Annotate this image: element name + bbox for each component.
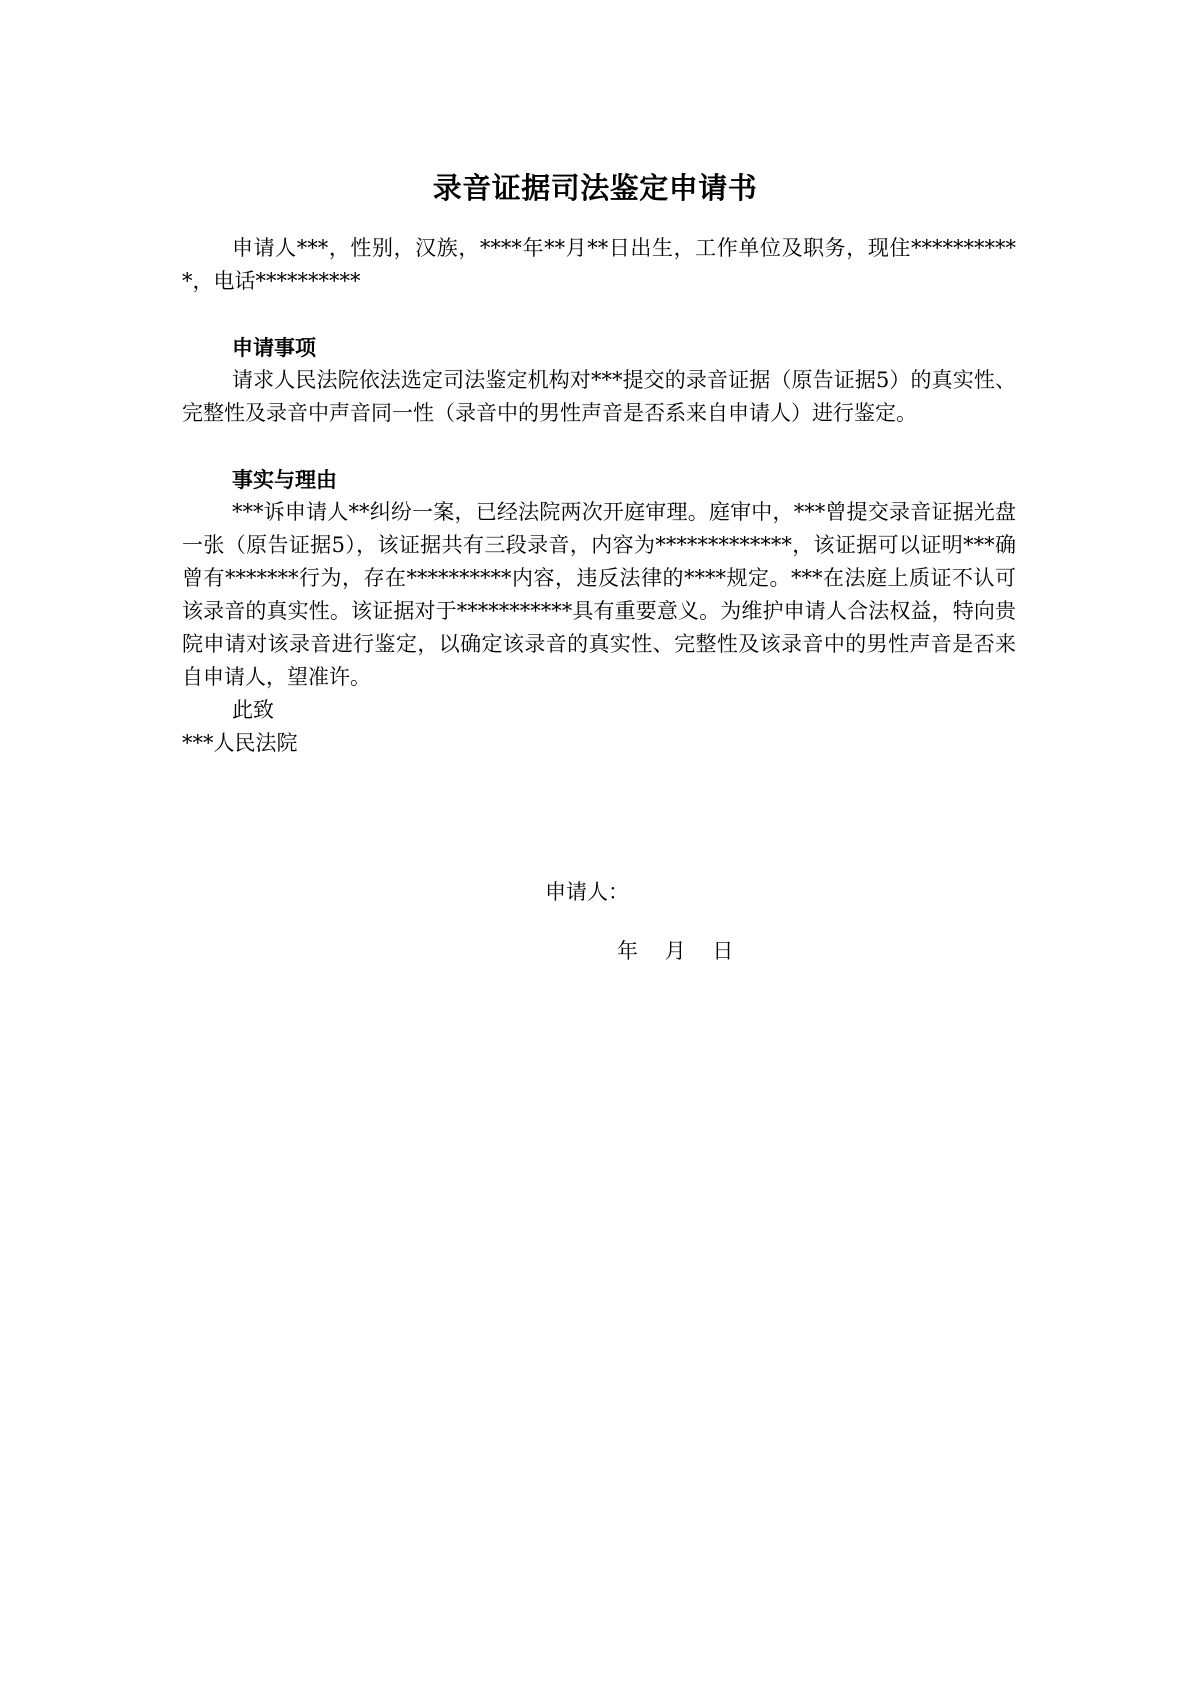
document-title: 录音证据司法鉴定申请书 bbox=[432, 171, 758, 205]
reason-section-text: ***诉申请人**纠纷一案，已经法院两次开庭审理。庭审中，***曾提交录音证据光盘一张（原告证据5），该证据共有三段录音，内容为*************，该证据可以证明***确曾有*******行为，存在**********内容，违反法律的****规定。***在法庭上质证不认可该录音的真实性。该证据对于***********具有重要意义。为维护申请人合法权益，特向贵院申请对该录音进行鉴定，以确定该录音的真实性、完整性及该录音中的男性声音是否来自申请人，望准许。 bbox=[182, 500, 1016, 689]
closing-salutation: 此致 bbox=[232, 698, 274, 722]
document-body bbox=[182, 232, 1016, 760]
reason-section-heading: 事实与理由 bbox=[232, 467, 337, 492]
closing-recipient: ***人民法院 bbox=[182, 731, 298, 755]
request-section-heading: 申请事项 bbox=[232, 335, 316, 360]
applicant-signature-label: 申请人： bbox=[545, 880, 629, 904]
signature-date-label: 年 月 日 bbox=[617, 939, 734, 963]
applicant-info-paragraph: 申请人***，性别，汉族，****年**月**日出生，工作单位及职务，现住***********，电话********** bbox=[182, 236, 1016, 293]
request-section-text: 请求人民法院依法选定司法鉴定机构对***提交的录音证据（原告证据5）的真实性、完整性及录音中声音同一性（录音中的男性声音是否系来自申请人）进行鉴定。 bbox=[182, 368, 1016, 425]
